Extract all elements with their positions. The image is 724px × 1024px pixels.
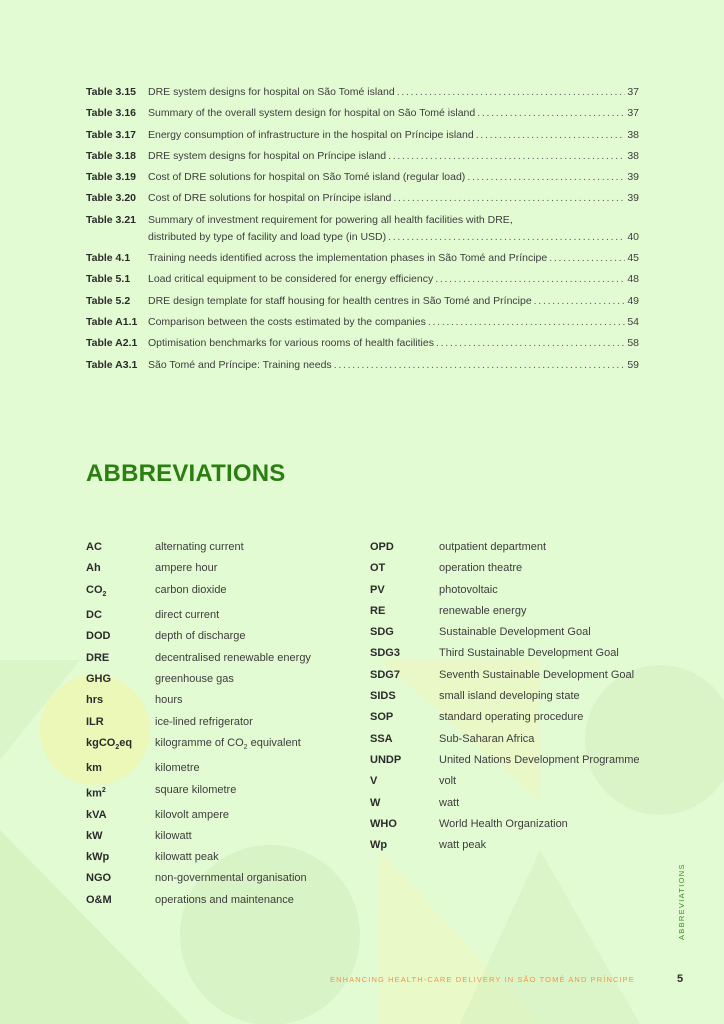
- toc-entry-line: [148, 148, 639, 165]
- toc-entry[interactable]: [86, 271, 639, 288]
- abbreviation-term-text: DC: [86, 609, 102, 622]
- abbreviation-term-text: AC: [86, 541, 102, 553]
- abbreviation-definition-text: kilovolt ampere: [155, 808, 229, 821]
- abbreviation-term-text: SDG3: [370, 647, 400, 660]
- abbreviation-term: [370, 624, 439, 641]
- abbreviation-term: [86, 560, 155, 577]
- abbreviation-term-text: W: [370, 796, 381, 809]
- toc-entry-text: Load critical equipment to be considered for energy efficiency: [148, 273, 434, 286]
- abbreviation-definition: [155, 539, 356, 556]
- abbreviation-definition: [155, 782, 356, 803]
- abbreviation-definition-text: standard operating procedure: [439, 711, 584, 724]
- abbreviation-term: [86, 582, 155, 603]
- toc-entry-page: 48: [627, 273, 639, 286]
- abbreviation-definition: [155, 628, 356, 645]
- abbreviation-definition-text: Sustainable Development Goal: [439, 626, 591, 639]
- abbreviation-definition: [155, 849, 356, 866]
- abbreviation-term-text: kWp: [86, 851, 110, 864]
- abbreviation-term-text: kgCO: [86, 736, 116, 749]
- abbreviation-term: [370, 645, 439, 662]
- toc-entry-page: 39: [627, 171, 639, 184]
- abbreviation-row: [86, 582, 356, 603]
- abbreviation-term: [370, 582, 439, 599]
- toc-entry-label: Table 3.17: [86, 128, 136, 141]
- toc-leader-dots: [428, 314, 625, 331]
- abbreviation-definition: [439, 603, 640, 620]
- abbreviation-definition: [439, 560, 640, 577]
- abbreviation-definition-text: non-governmental organisation: [155, 872, 307, 885]
- abbreviation-row: [370, 795, 640, 812]
- toc-entry[interactable]: [86, 357, 639, 374]
- abbreviations-heading: ABBREVIATIONS: [86, 460, 286, 487]
- toc-leader-dots: [436, 335, 625, 352]
- toc-entry-page: 38: [627, 149, 639, 162]
- abbreviation-definition: [155, 671, 356, 688]
- toc-leader-dots: [476, 127, 626, 144]
- abbreviation-definition-text: small island developing state: [439, 690, 580, 703]
- abbreviation-term-text: SIDS: [370, 690, 396, 703]
- abbreviation-term-text: UNDP: [370, 753, 402, 766]
- abbreviation-row: [86, 828, 356, 845]
- abbreviation-row: [370, 560, 640, 577]
- abbreviation-row: [370, 582, 640, 599]
- abbreviation-row: [370, 752, 640, 769]
- abbreviation-term-text: hrs: [86, 694, 104, 707]
- toc-entry-text: Summary of the overall system design for hospital on São Tomé island: [148, 107, 476, 120]
- abbreviation-row: [370, 539, 640, 556]
- abbreviation-definition-text: carbon dioxide: [155, 583, 227, 596]
- abbreviation-term: [86, 870, 155, 887]
- toc-entry-page: 37: [627, 107, 639, 120]
- abbreviation-row: [370, 731, 640, 748]
- abbreviation-definition-text: alternating current: [155, 541, 244, 553]
- abbreviation-definition: [439, 795, 640, 812]
- toc-entry-line: [148, 169, 639, 186]
- abbreviation-row: [86, 692, 356, 709]
- abbreviation-term-text: O&M: [86, 893, 112, 906]
- abbreviation-term: [86, 892, 155, 909]
- abbreviation-definition-text: operation theatre: [439, 562, 523, 575]
- abbreviation-row: [370, 773, 640, 790]
- abbreviation-term: [86, 539, 155, 556]
- toc-entry[interactable]: [86, 169, 639, 186]
- toc-entry-text: São Tomé and Príncipe: Training needs: [148, 358, 332, 371]
- abbreviation-term-text: ILR: [86, 715, 104, 728]
- abbreviation-term: [370, 667, 439, 684]
- abbreviation-definition: [439, 624, 640, 641]
- abbreviation-term-suffix: eq: [119, 736, 133, 749]
- abbreviation-term-text: OPD: [370, 541, 394, 553]
- abbreviation-definition-text: depth of discharge: [155, 630, 246, 643]
- abbreviation-term: [370, 752, 439, 769]
- abbreviation-term-text: PV: [370, 583, 385, 596]
- abbreviation-definition: [439, 752, 640, 769]
- abbreviation-definition-text: kilometre: [155, 762, 200, 775]
- toc-leader-dots: [549, 250, 625, 267]
- toc-entry-line: [148, 357, 639, 374]
- abbreviation-definition: [439, 816, 640, 833]
- abbreviation-row: [86, 782, 356, 803]
- abbreviation-definition: [155, 607, 356, 624]
- abbreviations-left-column: [86, 539, 356, 913]
- abbreviation-row: [86, 714, 356, 731]
- abbreviation-definition: [155, 692, 356, 709]
- abbreviation-definition-text: kilowatt: [155, 829, 192, 842]
- abbreviation-term: [86, 650, 155, 667]
- abbreviation-row: [86, 628, 356, 645]
- abbreviation-term: [370, 603, 439, 620]
- abbreviation-definition: [439, 731, 640, 748]
- toc-entry-text: Summary of investment requirement for powering all health facilities with DRE,: [148, 213, 513, 226]
- abbreviation-term-text: km: [86, 762, 102, 775]
- toc-entry-text-continued: distributed by type of facility and load type (in USD): [148, 230, 387, 243]
- abbreviation-definition: [155, 650, 356, 667]
- abbreviation-definition: [439, 539, 640, 556]
- toc-entry-label: Table 3.16: [86, 107, 136, 120]
- abbreviation-definition: [155, 760, 356, 777]
- abbreviation-definition-text: ampere hour: [155, 562, 218, 575]
- abbreviation-term: [86, 607, 155, 624]
- abbreviation-term: [370, 560, 439, 577]
- toc-entry[interactable]: [86, 250, 639, 267]
- abbreviation-definition-text: direct current: [155, 609, 220, 622]
- abbreviation-term: [370, 795, 439, 812]
- abbreviation-term-text: GHG: [86, 672, 112, 685]
- toc-entry-line: [148, 84, 639, 101]
- abbreviation-term-text: Ah: [86, 562, 101, 575]
- abbreviation-definition: [155, 870, 356, 887]
- abbreviation-definition-suffix: equivalent: [247, 736, 301, 749]
- toc-entry-label: Table 5.2: [86, 294, 131, 307]
- abbreviation-term-text: SDG: [370, 626, 394, 639]
- toc-entry-page: 58: [627, 337, 639, 350]
- definition-subscript: 2: [243, 744, 248, 752]
- abbreviation-definition: [155, 560, 356, 577]
- abbreviation-definition: [155, 714, 356, 731]
- abbreviation-row: [86, 807, 356, 824]
- abbreviation-term-text: CO: [86, 583, 103, 596]
- toc-entry-page: 49: [627, 294, 639, 307]
- abbreviation-definition-text: volt: [439, 775, 457, 788]
- toc-entry[interactable]: [86, 335, 639, 352]
- abbreviation-term-text: V: [370, 775, 378, 788]
- toc-entry-page: 38: [627, 128, 639, 141]
- toc-entry-label: Table 3.15: [86, 86, 136, 98]
- abbreviation-term: [86, 760, 155, 777]
- toc-entry-text: Energy consumption of infrastructure in the hospital on Príncipe island: [148, 128, 474, 141]
- toc-entry-line: [148, 190, 639, 207]
- abbreviation-definition: [155, 807, 356, 824]
- abbreviation-term: [370, 688, 439, 705]
- abbreviation-row: [86, 650, 356, 667]
- toc-leader-dots: [467, 169, 625, 186]
- toc-entry-text: Optimisation benchmarks for various rooms of health facilities: [148, 337, 434, 350]
- abbreviation-term-text: DOD: [86, 630, 111, 643]
- abbreviation-row: [86, 760, 356, 777]
- abbreviation-term-text: WHO: [370, 817, 397, 830]
- abbreviation-row: [370, 645, 640, 662]
- abbreviation-definition-text: watt peak: [439, 839, 487, 852]
- abbreviation-definition-text: hours: [155, 694, 183, 707]
- toc-entry-line: [148, 293, 639, 310]
- abbreviation-term: [86, 782, 155, 803]
- abbreviation-superscript: 2: [101, 786, 106, 794]
- footer-title: ENHANCING HEALTH-CARE DELIVERY IN SÃO TOMÉ AND PRÍNCIPE: [330, 975, 635, 984]
- abbreviation-definition: [439, 645, 640, 662]
- abbreviation-term: [86, 828, 155, 845]
- abbreviation-definition-text: watt: [439, 796, 460, 809]
- toc-entry-line: [148, 335, 639, 352]
- toc-entry-line: [148, 229, 639, 246]
- abbreviation-term-text: SSA: [370, 732, 393, 745]
- abbreviation-row: [370, 667, 640, 684]
- toc-entry-line: [148, 271, 639, 288]
- abbreviation-definition-text: greenhouse gas: [155, 672, 234, 685]
- toc-entry[interactable]: [86, 314, 639, 331]
- abbreviation-term: [370, 539, 439, 556]
- abbreviation-row: [370, 603, 640, 620]
- toc-entry-text: DRE system designs for hospital on São Tomé island: [148, 86, 395, 98]
- abbreviation-row: [86, 539, 356, 556]
- abbreviation-term-text: RE: [370, 604, 386, 617]
- toc-entry-label: Table 3.18: [86, 149, 136, 162]
- toc-entry[interactable]: [86, 105, 639, 122]
- toc-entry-text: Comparison between the costs estimated by the companies: [148, 315, 426, 328]
- abbreviation-term: [86, 849, 155, 866]
- toc-leader-dots: [388, 148, 625, 165]
- abbreviation-definition: [155, 892, 356, 909]
- toc-entry-label: Table 5.1: [86, 273, 131, 286]
- toc-entry-label: Table 3.20: [86, 192, 136, 205]
- abbreviation-definition-text: photovoltaic: [439, 583, 498, 596]
- abbreviation-definition-text: decentralised renewable energy: [155, 651, 311, 664]
- abbreviation-term: [86, 807, 155, 824]
- abbreviation-definition: [439, 837, 640, 854]
- abbreviation-term-text: SOP: [370, 711, 394, 724]
- abbreviation-term-text: kW: [86, 829, 103, 842]
- abbreviation-definition: [155, 735, 356, 756]
- abbreviation-definition-text: operations and maintenance: [155, 893, 294, 906]
- abbreviations-right-column: [370, 539, 640, 858]
- toc-entry[interactable]: [86, 84, 639, 101]
- side-section-label: ABBREVIATIONS: [677, 863, 686, 940]
- toc-entry[interactable]: [86, 212, 639, 246]
- abbreviation-definition-text: outpatient department: [439, 541, 547, 553]
- toc-entry-body: [148, 212, 639, 246]
- abbreviation-definition-text: United Nations Development Programme: [439, 753, 640, 766]
- toc-entry-line: [148, 314, 639, 331]
- abbreviation-term-text: kVA: [86, 808, 107, 821]
- toc-entry-page: 59: [627, 358, 639, 371]
- toc-entry-page: 45: [627, 252, 639, 265]
- abbreviation-row: [86, 870, 356, 887]
- abbreviation-row: [86, 607, 356, 624]
- abbreviation-term: [370, 816, 439, 833]
- toc-leader-dots: [334, 357, 626, 374]
- abbreviation-term: [86, 735, 155, 756]
- abbreviation-row: [86, 892, 356, 909]
- abbreviation-row: [370, 709, 640, 726]
- toc-entry-text: Cost of DRE solutions for hospital on Príncipe island: [148, 192, 392, 205]
- abbreviation-term: [370, 773, 439, 790]
- toc-entry-page: 39: [627, 192, 639, 205]
- abbreviation-definition-text: Sub-Saharan Africa: [439, 732, 535, 745]
- toc-entry[interactable]: [86, 127, 639, 144]
- abbreviation-definition: [155, 582, 356, 603]
- toc-entry-label: Table A2.1: [86, 337, 138, 350]
- toc-entry-text: Cost of DRE solutions for hospital on São Tomé island (regular load): [148, 171, 466, 184]
- toc-entry-line: [148, 250, 639, 267]
- abbreviation-row: [370, 624, 640, 641]
- toc-entry-label: Table 4.1: [86, 252, 131, 265]
- abbreviation-row: [86, 735, 356, 756]
- abbreviation-term: [370, 837, 439, 854]
- abbreviation-term-text: NGO: [86, 872, 112, 885]
- toc-entry-line: [148, 127, 639, 144]
- abbreviation-definition: [439, 582, 640, 599]
- abbreviation-term-text: SDG7: [370, 668, 400, 681]
- toc-entry-page: 54: [627, 315, 639, 328]
- abbreviation-definition-text: Third Sustainable Development Goal: [439, 647, 619, 660]
- abbreviation-term: [370, 709, 439, 726]
- abbreviation-term: [370, 731, 439, 748]
- abbreviation-definition-text: renewable energy: [439, 604, 527, 617]
- abbreviation-definition-text: square kilometre: [155, 783, 237, 796]
- abbreviation-term: [86, 692, 155, 709]
- toc-leader-dots: [477, 105, 625, 122]
- abbreviation-subscript: 2: [115, 744, 120, 752]
- abbreviation-term: [86, 628, 155, 645]
- toc-entry[interactable]: [86, 148, 639, 165]
- abbreviation-definition: [439, 667, 640, 684]
- abbreviation-row: [86, 671, 356, 688]
- abbreviation-row: [370, 837, 640, 854]
- toc-leader-dots: [388, 229, 625, 246]
- toc-entry-label: Table 3.19: [86, 171, 136, 184]
- abbreviation-term: [86, 671, 155, 688]
- page-number: 5: [677, 973, 684, 985]
- abbreviation-definition: [439, 709, 640, 726]
- abbreviation-term-text: km: [86, 787, 102, 800]
- abbreviation-definition-text: Seventh Sustainable Development Goal: [439, 668, 635, 681]
- abbreviation-term-text: OT: [370, 562, 386, 575]
- abbreviation-row: [86, 849, 356, 866]
- abbreviation-definition-text: World Health Organization: [439, 817, 568, 830]
- toc-entry-label: Table 3.21: [86, 213, 136, 226]
- abbreviation-subscript: 2: [102, 590, 107, 598]
- abbreviation-row: [370, 816, 640, 833]
- abbreviation-definition: [155, 828, 356, 845]
- toc-entry-text: DRE system designs for hospital on Príncipe island: [148, 149, 387, 162]
- abbreviation-definition: [439, 688, 640, 705]
- toc-entry[interactable]: [86, 293, 639, 310]
- abbreviation-term-text: DRE: [86, 651, 110, 664]
- toc-entry-line: [148, 105, 639, 122]
- toc-entry-label: Table A3.1: [86, 358, 138, 371]
- toc-entry-page: 37: [627, 86, 639, 98]
- toc-entry[interactable]: [86, 190, 639, 207]
- abbreviation-definition: [439, 773, 640, 790]
- toc-leader-dots: [435, 271, 625, 288]
- toc-entry-page: 40: [627, 230, 639, 243]
- toc-entry-text: DRE design template for staff housing for health centres in São Tomé and Príncipe: [148, 294, 532, 307]
- list-of-tables: [86, 84, 639, 378]
- abbreviation-definition-text: kilowatt peak: [155, 851, 219, 864]
- toc-leader-dots: [397, 84, 626, 101]
- abbreviation-row: [86, 560, 356, 577]
- abbreviation-definition-text: kilogramme of CO: [155, 736, 244, 749]
- toc-entry-label: Table A1.1: [86, 315, 138, 328]
- abbreviation-term-text: Wp: [370, 839, 388, 852]
- toc-entry-text: Training needs identified across the implementation phases in São Tomé and Príncipe: [148, 252, 548, 265]
- abbreviation-term: [86, 714, 155, 731]
- toc-leader-dots: [393, 190, 625, 207]
- abbreviation-definition-text: ice-lined refrigerator: [155, 715, 253, 728]
- abbreviation-row: [370, 688, 640, 705]
- toc-leader-dots: [534, 293, 626, 310]
